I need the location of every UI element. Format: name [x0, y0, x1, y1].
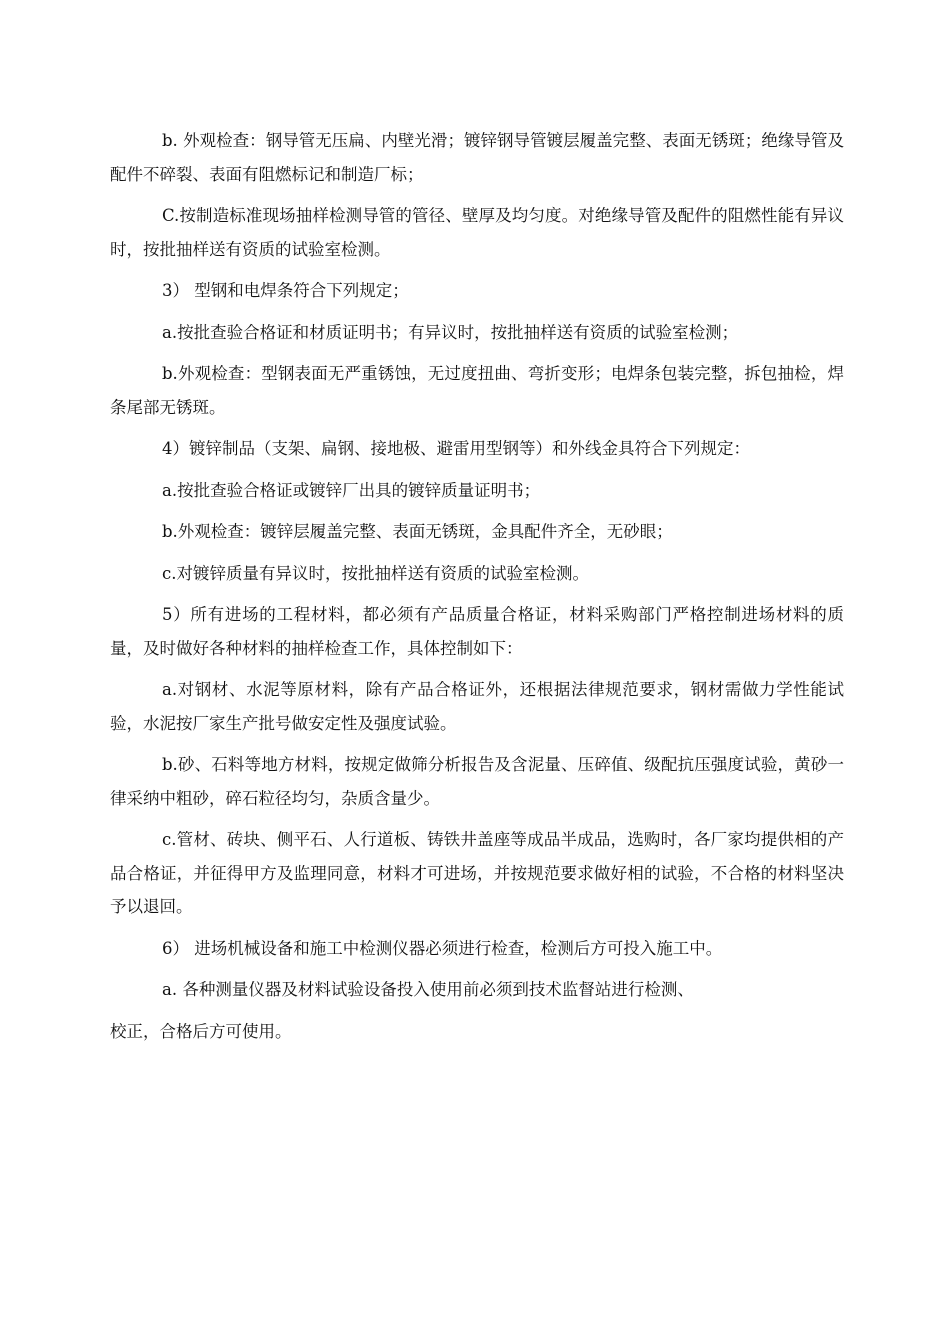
paragraph-c-galvanized-testing: c.对镀锌质量有异议时，按批抽样送有资质的试验室检测。	[162, 563, 589, 583]
paragraph-c-sampling-conduit: C.按制造标准现场抽样检测导管的管径、壁厚及均匀度。对绝缘导管及配件的阻燃性能有异议时，按批抽样送有资质的试验室检测。	[110, 206, 844, 259]
paragraph-b-appearance-steel: b.外观检查：型钢表面无严重锈蚀，无过度扭曲、弯折变形；电焊条包装完整，拆包抽检，焊条尾部无锈斑。	[110, 364, 844, 417]
paragraph-c-finished-products: c.管材、砖块、侧平石、人行道板、铸铁井盖座等成品半成品，选购时，各厂家均提供相的产品合格证，并征得甲方及监理同意，材料才可进场，并按规范要求做好相的试验，不合格的材料坚决予以退回。	[110, 830, 844, 916]
paragraph-a-certificate-check: a.按批查验合格证和材质证明书；有异议时，按批抽样送有资质的试验室检测；	[162, 322, 739, 342]
paragraph-calibration-continued: 校正，合格后方可使用。	[110, 1021, 292, 1041]
document-body	[110, 124, 844, 1056]
paragraph-3-section-steel: 3） 型钢和电焊条符合下列规定；	[162, 281, 409, 300]
paragraph-6-equipment-check: 6） 进场机械设备和施工中检测仪器必须进行检查，检测后方可投入施工中。	[162, 938, 723, 958]
paragraph-a-instrument-calibration: a. 各种测量仪器及材料试验设备投入使用前必须到技术监督站进行检测、	[162, 980, 694, 999]
paragraph-4-galvanized-products: 4）镀锌制品（支架、扁钢、接地极、避雷用型钢等）和外线金具符合下列规定：	[162, 439, 750, 458]
paragraph-b-appearance-conduit: b. 外观检查：钢导管无压扁、内壁光滑；镀锌钢导管镀层履盖完整、表面无锈斑；绝缘导管及配件不碎裂、表面有阻燃标记和制造厂标；	[110, 131, 844, 184]
paragraph-a-steel-cement: a.对钢材、水泥等原材料，除有产品合格证外，还根据法律规范要求，钢材需做力学性能试验，水泥按厂家生产批号做安定性及强度试验。	[110, 680, 844, 733]
paragraph-b-galvanized-appearance: b.外观检查：镀锌层履盖完整、表面无锈斑，金具配件齐全，无砂眼；	[162, 522, 673, 541]
paragraph-a-galvanized-certificate: a.按批查验合格证或镀锌厂出具的镀锌质量证明书；	[162, 480, 541, 500]
paragraph-b-sand-stone: b.砂、石料等地方材料，按规定做筛分析报告及含泥量、压碎值、级配抗压强度试验，黄砂一律采纳中粗砂，碎石粒径均匀，杂质含量少。	[110, 755, 844, 808]
paragraph-5-materials-control: 5）所有进场的工程材料，都必须有产品质量合格证，材料采购部门严格控制进场材料的质量，及时做好各种材料的抽样检查工作，具体控制如下：	[110, 605, 844, 658]
